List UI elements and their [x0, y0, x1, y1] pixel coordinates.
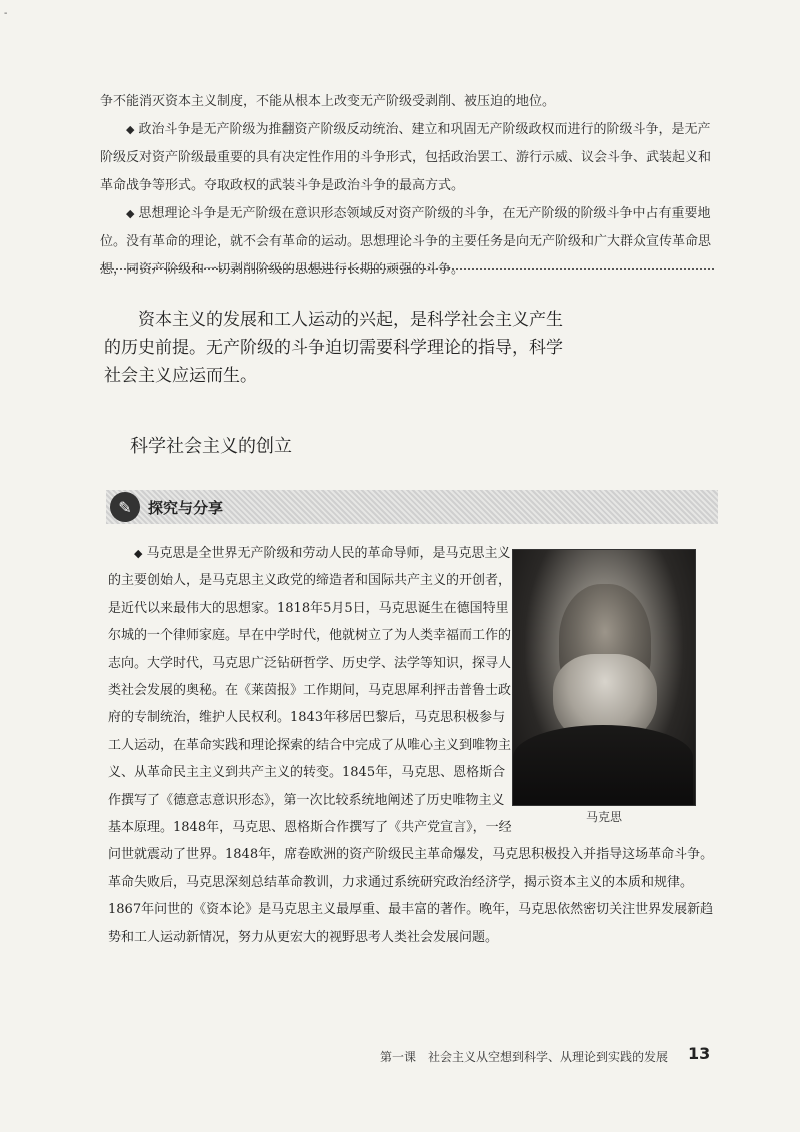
section-title: 科学社会主义的创立	[130, 436, 292, 457]
footer-lesson-title: 第一课 社会主义从空想到科学、从理论到实践的发展	[380, 1050, 669, 1064]
note-paragraph-ideological-text: 思想理论斗争是无产阶级在意识形态领域反对资产阶级的斗争，在无产阶级的阶级斗争中占有重要地位。没有革命的理论，就不会有革命的运动。思想理论斗争的主要任务是向无产阶级和广大群众宣传革命思想，同资产阶级和一切剥削阶级的思想进行长期的顽强的斗争。	[100, 206, 712, 277]
portrait-caption: 马克思	[586, 810, 623, 824]
explore-share-banner	[106, 490, 718, 524]
bullet-icon: ◆	[126, 207, 135, 220]
explore-icon: ✎	[110, 492, 140, 522]
note-paragraph-ideological	[100, 200, 712, 284]
bullet-icon: ◆	[126, 123, 135, 136]
marx-portrait-image	[512, 549, 696, 806]
corner-mark: -	[4, 8, 8, 19]
note-line-1: 争不能消灭资本主义制度，不能从根本上改变无产阶级受剥削、被压迫的地位。	[100, 94, 556, 109]
note-paragraph-political-text: 政治斗争是无产阶级为推翻资产阶级反动统治、建立和巩固无产阶级政权而进行的阶级斗争，是无产阶级反对资产阶级最重要的具有决定性作用的斗争形式，包括政治罢工、游行示威、议会斗争、武装起义和革命战争等形式。夺取政权的武装斗争是政治斗争的最高方式。	[100, 122, 712, 193]
note-box	[100, 88, 712, 284]
portrait-coat	[513, 725, 693, 805]
explore-label: 探究与分享	[148, 498, 224, 517]
lead-paragraph: 资本主义的发展和工人运动的兴起，是科学社会主义产生的历史前提。无产阶级的斗争迫切需要科学理论的指导，科学社会主义应运而生。	[104, 310, 563, 386]
dotted-divider	[100, 268, 714, 270]
bullet-icon: ◆	[134, 547, 143, 560]
marx-biography-text: 马克思是全世界无产阶级和劳动人民的革命导师，是马克思主义的主要创始人，是马克思主义政党的缔造者和国际共产主义的开创者，是近代以来最伟大的思想家。1818年5月5日，马克思诞生在德国特里尔城的一个律师家庭。早在中学时代，他就树立了为人类幸福而工作的志向。大学时代，马克思广泛钻研哲学、历史学、法学等知识，探寻人类社会发展的奥秘。在《莱茵报》工作期间，马克思犀利抨击普鲁士政府的专制统治，维护人民权利。1843年移居巴黎后，马克思积极参与工人运动，在革命实践和理论探索的结合中完成了从唯心主义到唯物主义、从革命民主主义到共产主义的转变。1845年，马克思、恩格斯合作撰写了《德意志意识形态》，第一次比较系统地阐述了历史唯物主义基本原理。1848年，马克思、恩格斯合作撰写了《共产党宣言》，一经问世就震动了世界。1848年，席卷欧洲的资产阶级民主革命爆发，马克思积极投入并指导这场革命斗争。革命失败后，马克思深刻总结革命教训，力求通过系统研究政治经济学，揭示资本主义的本质和规律。1867年问世的《资本论》是马克思主义最厚重、最丰富的著作。晚年，马克思依然密切关注世界发展新趋势和工人运动新情况，努力从更宏大的视野思考人类社会发展问题。	[108, 546, 714, 945]
page-number: 13	[688, 1044, 711, 1063]
note-paragraph-political	[100, 116, 712, 200]
